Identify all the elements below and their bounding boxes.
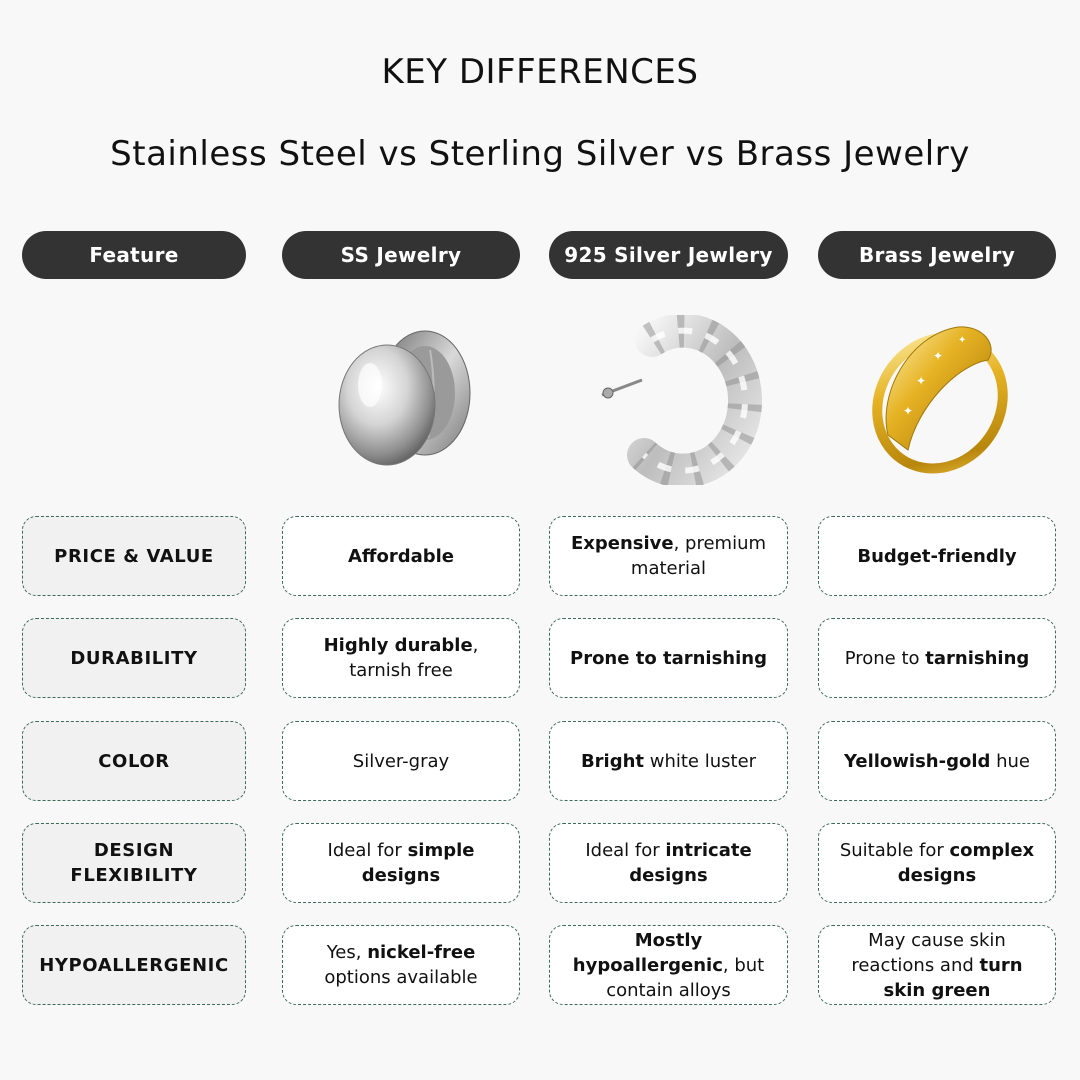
- emphasis-text: complex designs: [897, 840, 1035, 886]
- emphasis-text: turn skin green: [883, 954, 1023, 1001]
- value-cell-ss-jewelry: [282, 823, 520, 903]
- value-text: [845, 646, 1030, 671]
- value-text: [829, 928, 1045, 1003]
- plain-text: options available: [324, 967, 478, 988]
- feature-label: DESIGN FLEXIBILITY: [70, 840, 198, 886]
- value-cell-silver-jewelry: [549, 823, 788, 903]
- page-subtitle: Stainless Steel vs Sterling Silver vs Brass Jewelry: [110, 134, 970, 174]
- feature-label: COLOR: [98, 750, 170, 772]
- plain-text: , premium material: [630, 533, 767, 579]
- silver-twisted-hoop-earring-image: [582, 315, 762, 485]
- value-cell-brass-jewelry: [818, 516, 1056, 596]
- plain-text: Yes,: [326, 942, 368, 963]
- column-header-feature: Feature: [22, 231, 246, 279]
- value-text: [293, 838, 509, 888]
- feature-cell: [22, 721, 246, 801]
- value-cell-ss-jewelry: [282, 618, 520, 698]
- emphasis-text: Prone to tarnishing: [570, 647, 767, 669]
- value-cell-ss-jewelry: [282, 516, 520, 596]
- emphasis-text: Affordable: [347, 545, 455, 567]
- page-title: KEY DIFFERENCES: [381, 52, 699, 92]
- value-cell-silver-jewelry: [549, 516, 788, 596]
- plain-text: , but contain alloys: [606, 954, 765, 1001]
- plain-text: , tarnish free: [349, 635, 479, 681]
- value-cell-ss-jewelry: [282, 721, 520, 801]
- column-header-silver-jewelry: 925 Silver Jewlery: [549, 231, 788, 279]
- value-cell-silver-jewelry: [549, 925, 788, 1005]
- plain-text: Prone to: [844, 647, 926, 669]
- feature-label: PRICE & VALUE: [54, 545, 214, 567]
- emphasis-text: Yellowish-gold: [843, 750, 991, 772]
- plain-text: Silver-gray: [352, 750, 450, 772]
- emphasis-text: Expensive: [570, 533, 674, 554]
- feature-cell: [22, 925, 246, 1005]
- svg-text:✦: ✦: [916, 374, 927, 388]
- value-cell-silver-jewelry: [549, 618, 788, 698]
- emphasis-text: nickel-free: [367, 942, 476, 963]
- emphasis-text: simple designs: [361, 840, 475, 886]
- emphasis-text: Highly durable: [323, 635, 473, 656]
- value-text: [570, 646, 767, 671]
- emphasis-text: tarnishing: [925, 647, 1030, 669]
- value-text: [581, 749, 756, 774]
- emphasis-text: Bright: [580, 750, 645, 772]
- value-text: [348, 544, 454, 569]
- value-cell-silver-jewelry: [549, 721, 788, 801]
- silver-huggie-earring-image: [315, 315, 495, 485]
- plain-text: Ideal for: [327, 840, 408, 861]
- value-text: [293, 940, 509, 990]
- value-text: [353, 749, 449, 774]
- gold-star-dome-ring-image: [848, 315, 1028, 485]
- svg-text:✦: ✦: [933, 349, 944, 363]
- value-cell-brass-jewelry: [818, 618, 1056, 698]
- plain-text: hue: [990, 750, 1031, 772]
- value-cell-brass-jewelry: [818, 721, 1056, 801]
- emphasis-text: Budget-friendly: [857, 545, 1017, 567]
- plain-text: May cause skin reactions and: [851, 929, 1006, 976]
- value-cell-ss-jewelry: [282, 925, 520, 1005]
- feature-cell: [22, 618, 246, 698]
- emphasis-text: Mostly hypoallergenic: [572, 929, 723, 976]
- plain-text: Ideal for: [585, 840, 666, 861]
- column-header-brass-jewelry: Brass Jewelry: [818, 231, 1056, 279]
- value-text: [857, 544, 1016, 569]
- plain-text: Suitable for: [839, 840, 950, 861]
- svg-text:✦: ✦: [903, 404, 914, 418]
- column-header-ss-jewelry: SS Jewelry: [282, 231, 520, 279]
- value-text: [560, 531, 777, 581]
- emphasis-text: intricate designs: [629, 840, 752, 886]
- feature-label: HYPOALLERGENIC: [39, 954, 229, 976]
- value-cell-brass-jewelry: [818, 823, 1056, 903]
- value-text: [293, 633, 509, 683]
- value-cell-brass-jewelry: [818, 925, 1056, 1005]
- value-text: [560, 838, 777, 888]
- plain-text: white luster: [644, 750, 757, 772]
- value-text: [844, 749, 1030, 774]
- value-text: [560, 928, 777, 1003]
- feature-label: DURABILITY: [70, 647, 198, 669]
- feature-cell: [22, 516, 246, 596]
- value-text: [829, 838, 1045, 888]
- feature-cell: [22, 823, 246, 903]
- svg-text:✦: ✦: [958, 335, 967, 346]
